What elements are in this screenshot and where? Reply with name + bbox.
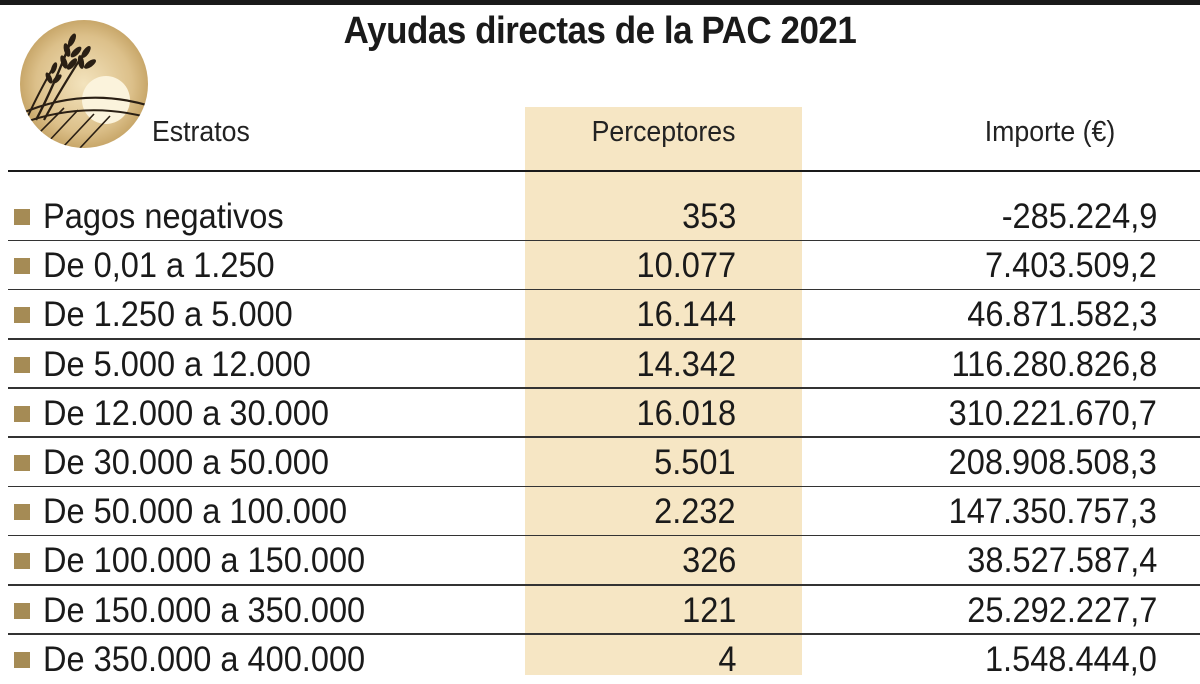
cell-importe: 25.292.227,7 <box>966 590 1157 630</box>
cell-perceptores: 14.342 <box>636 344 736 384</box>
cell-perceptores: 121 <box>681 590 736 630</box>
bullet-square-icon <box>14 603 30 619</box>
cell-perceptores: 16.018 <box>636 393 736 433</box>
bullet-square-icon <box>14 357 30 373</box>
bullet-square-icon <box>14 455 30 471</box>
top-rule <box>0 0 1200 5</box>
cell-importe: 46.871.582,3 <box>966 295 1157 335</box>
cell-perceptores: 5.501 <box>654 442 736 482</box>
table-row <box>0 536 1200 585</box>
cell-estrato: De 350.000 a 400.000 <box>43 639 366 679</box>
table-row <box>0 192 1200 241</box>
cell-perceptores: 16.144 <box>636 295 736 335</box>
cell-estrato: De 150.000 a 350.000 <box>43 590 366 630</box>
cell-estrato: De 30.000 a 50.000 <box>43 442 329 482</box>
cell-perceptores: 353 <box>681 197 736 236</box>
table-row <box>0 586 1200 635</box>
cell-estrato: De 5.000 a 12.000 <box>43 344 311 384</box>
cell-perceptores: 326 <box>681 541 736 581</box>
table-row <box>0 438 1200 487</box>
cell-importe: 116.280.826,8 <box>951 344 1157 384</box>
table-row <box>0 241 1200 290</box>
cell-estrato: De 1.250 a 5.000 <box>43 295 293 335</box>
table-row <box>0 290 1200 339</box>
bullet-square-icon <box>14 652 30 668</box>
bullet-square-icon <box>14 307 30 323</box>
column-header-estratos: Estratos <box>152 116 250 148</box>
cell-importe: 208.908.508,3 <box>948 442 1157 482</box>
cell-estrato: De 50.000 a 100.000 <box>43 492 348 532</box>
header-rule <box>8 170 1200 172</box>
cell-perceptores: 2.232 <box>654 492 736 532</box>
table-row <box>0 635 1200 684</box>
table-row <box>0 389 1200 438</box>
column-header-importe: Importe (€) <box>984 116 1116 148</box>
table-row <box>0 340 1200 389</box>
bullet-square-icon <box>14 209 30 225</box>
cell-perceptores: 4 <box>717 639 736 679</box>
cell-importe: 38.527.587,4 <box>966 541 1157 581</box>
chart-title: Ayudas directas de la PAC 2021 <box>343 10 857 52</box>
table-row <box>0 487 1200 536</box>
cell-perceptores: 10.077 <box>636 246 736 286</box>
cell-importe: 147.350.757,3 <box>948 492 1157 532</box>
bullet-square-icon <box>14 406 30 422</box>
table-body <box>0 192 1200 684</box>
cell-importe: 1.548.444,0 <box>985 639 1157 679</box>
cell-estrato: De 100.000 a 150.000 <box>43 541 366 581</box>
column-header-perceptores: Perceptores <box>591 116 736 148</box>
cell-importe: -285.224,9 <box>1001 197 1157 236</box>
bullet-square-icon <box>14 258 30 274</box>
bullet-square-icon <box>14 504 30 520</box>
cell-estrato: Pagos negativos <box>43 197 284 236</box>
cell-estrato: De 12.000 a 30.000 <box>43 393 329 433</box>
cell-importe: 310.221.670,7 <box>948 393 1157 433</box>
bullet-square-icon <box>14 553 30 569</box>
cell-importe: 7.403.509,2 <box>985 246 1157 286</box>
cell-estrato: De 0,01 a 1.250 <box>43 246 275 286</box>
